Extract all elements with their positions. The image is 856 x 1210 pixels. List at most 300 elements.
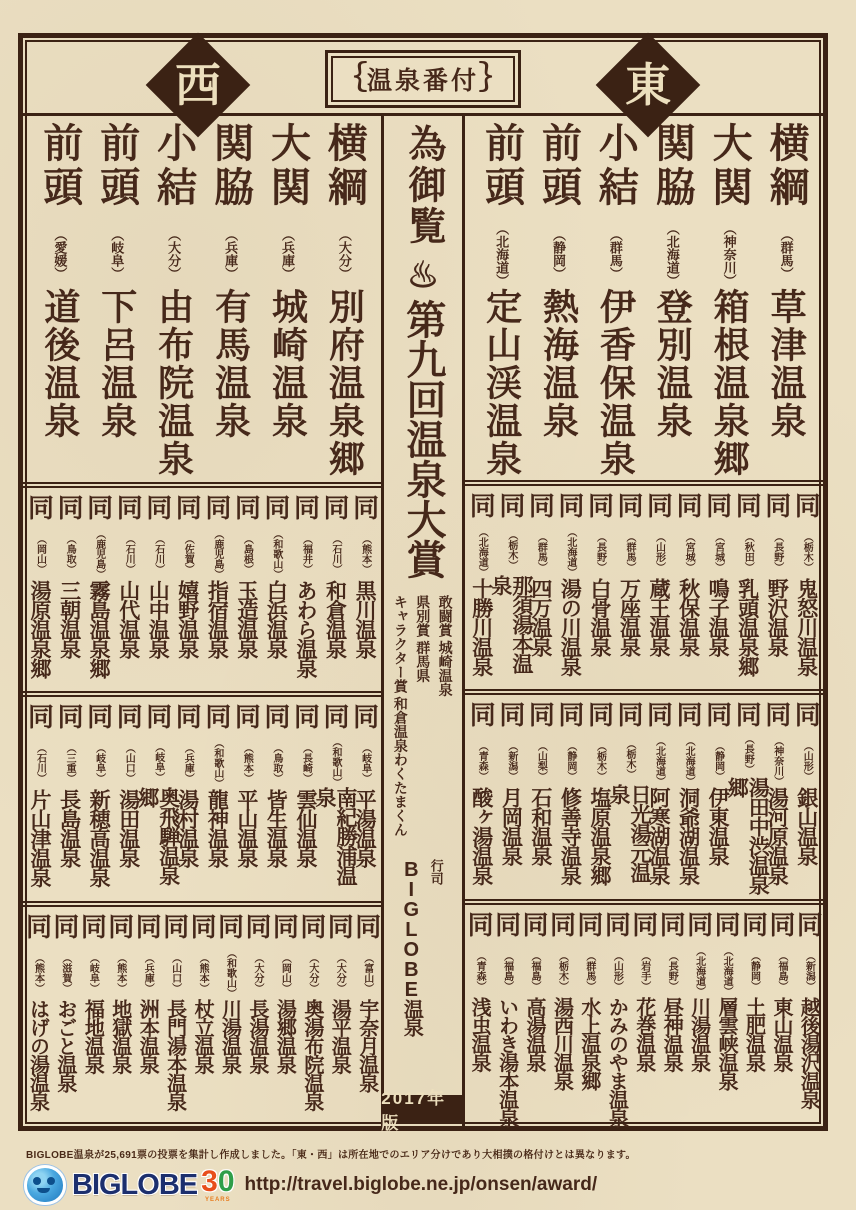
entry-prefecture: （新潟） xyxy=(803,950,815,991)
ranking-entry xyxy=(764,122,809,480)
entry-rank: 同 xyxy=(702,700,733,727)
hot-spring-icon: ♨ xyxy=(406,254,440,295)
ranking-entry xyxy=(495,700,526,899)
entry-rank: 同 xyxy=(614,700,644,727)
entry-onsen-name: 川湯温泉 xyxy=(218,999,241,1073)
entry-prefecture: （秋田） xyxy=(742,531,754,572)
badge-digit-3: 3 xyxy=(201,1165,218,1198)
west-row-2 xyxy=(23,488,381,697)
entry-prefecture: （宮城） xyxy=(712,531,724,572)
entry-onsen-name: 湯原温泉郷 xyxy=(28,580,52,678)
dedication-text: 為御覧 xyxy=(402,124,444,247)
entry-onsen-name: 有馬温泉 xyxy=(210,288,252,440)
ranking-entry xyxy=(791,700,822,899)
entry-rank: 同 xyxy=(132,913,163,939)
entry-onsen-name: 宇奈月温泉 xyxy=(355,999,378,1092)
entry-onsen-name: 奥湯布院温泉 xyxy=(300,999,323,1110)
entry-prefecture: （大分） xyxy=(336,228,352,280)
ranking-entry xyxy=(349,494,380,691)
entry-rank: 同 xyxy=(793,910,824,937)
ranking-entry xyxy=(22,913,53,1126)
entry-prefecture: （山梨） xyxy=(535,740,547,781)
entry-onsen-name: 長門湯本温泉 xyxy=(163,999,186,1110)
entry-onsen-name: 下呂温泉 xyxy=(96,288,138,440)
ranking-entry xyxy=(313,703,358,901)
ranking-entry xyxy=(573,910,604,1127)
east-row-1 xyxy=(465,116,823,486)
entry-prefecture: （群馬） xyxy=(778,228,794,280)
entry-prefecture: （栃木） xyxy=(505,529,517,570)
entry-rank: 同 xyxy=(791,700,822,727)
entry-onsen-name: 鬼怒川温泉 xyxy=(794,577,818,675)
entry-onsen-name: 修善寺温泉 xyxy=(558,786,582,884)
entry-onsen-name: 新穂高温泉 xyxy=(87,789,111,887)
entry-prefecture: （大分） xyxy=(251,953,263,993)
east-row-4 xyxy=(465,905,823,1127)
entry-rank: 同 xyxy=(761,491,792,518)
entry-rank: 同 xyxy=(54,494,85,520)
entry-rank: 同 xyxy=(241,913,272,939)
entry-prefecture: （大分） xyxy=(306,953,318,993)
entry-rank: 同 xyxy=(601,910,632,937)
entry-rank: 同 xyxy=(656,910,687,937)
entry-rank: 同 xyxy=(231,494,262,520)
ranking-entry xyxy=(324,913,355,1126)
entry-prefecture: （北海道） xyxy=(564,526,576,577)
ranking-entry xyxy=(732,491,763,689)
entry-rank: 同 xyxy=(466,700,497,727)
entry-prefecture: （熊本） xyxy=(241,743,253,783)
badge-digit-0-globe: 0 xyxy=(217,1165,235,1198)
special-awards xyxy=(389,595,456,851)
west-label: 西 xyxy=(175,59,221,111)
entry-rank: 大関 xyxy=(265,122,310,210)
ranking-entry xyxy=(201,494,232,691)
west-row-1 xyxy=(23,116,381,488)
ranking-entry xyxy=(554,491,585,689)
entry-rank: 同 xyxy=(732,700,763,727)
ranking-entry xyxy=(711,910,742,1127)
entry-prefecture: （富山） xyxy=(361,953,373,993)
entry-onsen-name: 定山渓温泉 xyxy=(481,288,523,478)
ranking-entry xyxy=(260,703,291,901)
entry-rank: 同 xyxy=(495,491,526,518)
entry-onsen-name: 浅虫温泉 xyxy=(468,996,491,1071)
entry-prefecture: （群馬） xyxy=(624,531,635,572)
entry-onsen-name: 洞爺湖温泉 xyxy=(676,786,700,884)
entry-rank: 同 xyxy=(187,913,218,939)
entry-onsen-name: 指宿温泉 xyxy=(205,580,229,658)
entry-prefecture: （北海道） xyxy=(693,945,705,996)
entry-rank: 同 xyxy=(643,700,674,727)
entry-rank: 小結 xyxy=(593,122,638,210)
entry-prefecture: （大分） xyxy=(166,228,182,280)
entry-onsen-name: 水上温泉郷 xyxy=(577,996,600,1089)
entry-prefecture: （鳥取） xyxy=(64,534,76,574)
ranking-entry xyxy=(536,122,581,480)
entry-rank: 同 xyxy=(142,703,173,729)
ranking-entry xyxy=(519,910,550,1127)
entry-prefecture: （長崎） xyxy=(300,743,312,783)
entry-prefecture: （長野） xyxy=(742,733,754,774)
entry-rank: 同 xyxy=(269,913,300,939)
entry-rank: 同 xyxy=(260,494,291,520)
entry-onsen-name: 東山温泉 xyxy=(769,996,792,1071)
edition-badge: 2017年版 xyxy=(381,1095,464,1123)
entry-onsen-name: 鳴子温泉 xyxy=(706,577,730,656)
west-row-4 xyxy=(23,907,381,1126)
entry-onsen-name: 白骨温泉 xyxy=(587,577,611,656)
biglobe-globe-icon xyxy=(24,1165,66,1205)
entry-prefecture: （兵庫） xyxy=(223,228,239,280)
entry-prefecture: （石川） xyxy=(123,534,135,574)
award-main-title: 第九回温泉大賞 xyxy=(401,299,445,579)
special-award-item: 県別賞 群馬県 xyxy=(415,595,432,683)
entry-prefecture: （石川） xyxy=(330,534,342,574)
entry-onsen-name: 湯河原温泉 xyxy=(765,786,789,884)
entry-rank: 同 xyxy=(22,913,53,939)
entry-prefecture: （愛媛） xyxy=(52,228,68,280)
entry-rank: 同 xyxy=(104,913,135,939)
entry-prefecture: （神奈川） xyxy=(771,735,783,786)
west-section xyxy=(23,116,381,1126)
entry-rank: 関脇 xyxy=(208,122,253,210)
biglobe-logo-text: BIGLOBE xyxy=(72,1168,198,1201)
entry-rank: 同 xyxy=(554,491,585,518)
ranking-entry xyxy=(172,494,203,691)
entry-rank: 同 xyxy=(24,494,55,520)
ranking-entry xyxy=(24,703,55,901)
entry-rank: 前頭 xyxy=(37,122,82,210)
entry-onsen-name: 地獄温泉 xyxy=(108,999,131,1073)
ranking-entry xyxy=(322,122,367,482)
entry-onsen-name: 乳頭温泉郷 xyxy=(735,577,759,675)
entry-onsen-name: 湯村温泉 xyxy=(175,789,199,867)
entry-onsen-name: 銀山温泉 xyxy=(794,786,818,865)
entry-onsen-name: 玉造温泉 xyxy=(234,580,258,658)
entry-prefecture: （山口） xyxy=(123,743,135,783)
ranking-entry xyxy=(265,122,310,482)
ranking-entry xyxy=(269,913,300,1126)
entry-rank: 同 xyxy=(113,494,144,520)
entry-rank: 同 xyxy=(260,703,291,729)
entry-onsen-name: 黒川温泉 xyxy=(353,580,377,658)
entry-onsen-name: 四万温泉 xyxy=(528,577,552,656)
referee-block xyxy=(398,859,447,1047)
entry-rank: 同 xyxy=(573,910,604,937)
entry-prefecture: （岩手） xyxy=(638,950,650,991)
ranking-entry xyxy=(260,494,291,691)
ranking-entry xyxy=(628,910,659,1127)
ranking-entry xyxy=(214,913,245,1126)
entry-rank: 同 xyxy=(320,494,351,520)
referee-label: 行司 xyxy=(428,859,444,885)
entry-onsen-name: 和倉温泉 xyxy=(323,580,347,658)
ranking-entry xyxy=(761,491,792,689)
entry-onsen-name: 箱根温泉郷 xyxy=(709,288,751,478)
ranking-entry xyxy=(673,491,704,689)
center-column xyxy=(381,116,464,1133)
entry-rank: 横綱 xyxy=(322,122,367,210)
entry-onsen-name: 洲本温泉 xyxy=(136,999,159,1073)
entry-rank: 同 xyxy=(554,700,585,727)
ranking-entry xyxy=(525,700,556,899)
entry-prefecture: （山形） xyxy=(801,740,813,781)
entry-prefecture: （鹿児島） xyxy=(93,529,105,579)
ranking-entry xyxy=(208,122,253,482)
entry-rank: 同 xyxy=(791,491,822,518)
entry-prefecture: （熊本） xyxy=(197,953,209,993)
entry-onsen-name: 湯田中渋温泉郷 xyxy=(725,777,770,895)
entry-onsen-name: 皆生温泉 xyxy=(264,789,288,867)
entry-prefecture: （宮城） xyxy=(683,531,695,572)
special-award-item: 敢闘賞 城崎温泉 xyxy=(437,595,454,697)
ranking-entry xyxy=(231,494,262,691)
entry-onsen-name: 熱海温泉 xyxy=(538,288,580,440)
entry-onsen-name: 長島温泉 xyxy=(57,789,81,867)
poster-title: 温泉番付 xyxy=(366,67,479,95)
entry-prefecture: （佐賀） xyxy=(182,534,194,574)
entry-onsen-name: 月岡温泉 xyxy=(499,786,523,865)
ranking-entry xyxy=(83,703,114,901)
entry-onsen-name: あわら温泉 xyxy=(293,580,317,678)
entry-rank: 同 xyxy=(643,491,674,518)
entry-onsen-name: 平山温泉 xyxy=(234,789,258,867)
entry-onsen-name: 杖立温泉 xyxy=(191,999,214,1073)
entry-prefecture: （鹿児島） xyxy=(211,529,223,579)
entry-onsen-name: 嬉野温泉 xyxy=(175,580,199,658)
entry-rank: 大関 xyxy=(707,122,752,210)
ranking-entry xyxy=(683,910,714,1127)
entry-onsen-name: 片山津温泉 xyxy=(28,789,52,887)
entry-prefecture: （滋賀） xyxy=(59,953,71,993)
entry-prefecture: （岐阜） xyxy=(152,741,164,782)
entry-prefecture: （三重） xyxy=(64,743,76,783)
entry-onsen-name: 長湯温泉 xyxy=(245,999,268,1073)
entry-rank: 同 xyxy=(201,494,232,520)
entry-onsen-name: 福地温泉 xyxy=(81,999,104,1073)
entry-prefecture: （長野） xyxy=(594,531,606,572)
ranking-entry xyxy=(761,700,792,899)
entry-rank: 小結 xyxy=(151,122,196,210)
entry-rank: 同 xyxy=(738,910,769,937)
ranking-entry xyxy=(479,122,524,480)
ranking-entry xyxy=(349,703,380,901)
entry-prefecture: （新潟） xyxy=(505,740,517,781)
ranking-entry xyxy=(554,700,585,899)
award-site-url[interactable]: http://travel.biglobe.ne.jp/onsen/award/ xyxy=(244,1174,598,1195)
entry-rank: 前頭 xyxy=(536,122,581,210)
entry-rank: 同 xyxy=(466,491,497,518)
ranking-entry xyxy=(135,703,180,901)
entry-prefecture: （福井） xyxy=(300,534,312,574)
ranking-entry xyxy=(707,122,752,480)
entry-rank: 同 xyxy=(628,910,659,937)
ranking-entry xyxy=(525,491,556,689)
title-plaque xyxy=(325,50,521,108)
entry-prefecture: （福島） xyxy=(501,950,513,991)
entry-onsen-name: 湯郷温泉 xyxy=(273,999,296,1073)
ranking-entry xyxy=(725,700,770,899)
entry-prefecture: （和歌山） xyxy=(224,948,236,998)
ranking-entry xyxy=(132,913,163,1126)
entry-prefecture: （島根） xyxy=(241,534,253,574)
entry-rank: 同 xyxy=(495,700,526,727)
entry-rank: 同 xyxy=(24,703,55,729)
entry-onsen-name: 昼神温泉 xyxy=(660,996,683,1071)
entry-rank: 同 xyxy=(525,700,556,727)
east-section xyxy=(465,116,823,1126)
referee-name: BIGLOBE温泉 xyxy=(400,859,423,1035)
entry-onsen-name: 城崎温泉 xyxy=(267,288,309,440)
ranking-entry xyxy=(290,494,321,691)
entry-onsen-name: 花巻温泉 xyxy=(632,996,655,1071)
ranking-entry xyxy=(351,913,382,1126)
entry-onsen-name: 石和温泉 xyxy=(528,786,552,865)
entry-rank: 前頭 xyxy=(94,122,139,210)
entry-prefecture: （岐阜） xyxy=(359,743,371,783)
entry-prefecture: （北海道） xyxy=(683,735,695,786)
ranking-entry xyxy=(546,910,577,1127)
entry-onsen-name: 三朝温泉 xyxy=(57,580,81,658)
west-row-3 xyxy=(23,697,381,907)
entry-onsen-name: 那須湯本温泉 xyxy=(488,574,533,673)
entry-prefecture: （北海道） xyxy=(653,735,665,786)
entry-prefecture: （山形） xyxy=(611,950,623,991)
entry-rank: 同 xyxy=(54,703,85,729)
entry-prefecture: （和歌山） xyxy=(270,529,282,579)
entry-onsen-name: かみのやま温泉 xyxy=(605,996,628,1126)
entry-prefecture: （青森） xyxy=(474,950,486,991)
ranking-entry xyxy=(738,910,769,1127)
ranking-entry xyxy=(37,122,82,482)
east-label: 東 xyxy=(625,59,671,111)
entry-rank: 同 xyxy=(683,910,714,937)
entry-rank: 横綱 xyxy=(764,122,809,210)
ranking-entry xyxy=(104,913,135,1126)
ranking-entry xyxy=(643,491,674,689)
entry-onsen-name: 山中温泉 xyxy=(146,580,170,658)
ranking-entry xyxy=(616,492,642,689)
entry-rank: 同 xyxy=(290,703,321,729)
entry-rank: 同 xyxy=(519,910,550,937)
entry-prefecture: （岐阜） xyxy=(93,743,105,783)
entry-prefecture: （群馬） xyxy=(535,531,547,572)
footer-disclaimer: BIGLOBE温泉が25,691票の投票を集計し作成しました。「東・西」は所在地でのエリア分けであり大相撲の格付けとは異なります。 xyxy=(26,1150,636,1161)
entry-prefecture: （栃木） xyxy=(801,531,813,572)
entry-prefecture: （長野） xyxy=(666,950,678,991)
entry-rank: 同 xyxy=(172,703,203,729)
ranking-entry xyxy=(466,700,497,899)
entry-onsen-name: 野沢温泉 xyxy=(765,577,789,656)
ranking-entry xyxy=(113,494,144,691)
entry-rank: 同 xyxy=(765,910,796,937)
entry-prefecture: （熊本） xyxy=(359,534,371,574)
entry-onsen-name: 高湯温泉 xyxy=(523,996,546,1071)
ranking-entry xyxy=(54,494,85,691)
entry-rank: 同 xyxy=(349,703,380,729)
ranking-entry xyxy=(142,494,173,691)
entry-onsen-name: 龍神温泉 xyxy=(205,789,229,867)
ranking-entry xyxy=(24,494,55,691)
ranking-grid xyxy=(22,116,824,1133)
entry-onsen-name: 秋保温泉 xyxy=(676,577,700,656)
ranking-entry xyxy=(77,913,108,1126)
entry-prefecture: （山形） xyxy=(653,531,665,572)
entry-prefecture: （栃木） xyxy=(556,950,568,991)
entry-prefecture: （熊本） xyxy=(32,953,44,993)
ranking-entry xyxy=(54,703,85,901)
entry-onsen-name: 湯の川温泉 xyxy=(558,577,582,675)
entry-prefecture: （静岡） xyxy=(564,740,576,781)
ranking-entry xyxy=(201,703,232,901)
entry-rank: 同 xyxy=(491,910,522,937)
entry-prefecture: （福島） xyxy=(529,950,541,991)
ranking-entry xyxy=(791,491,822,689)
entry-onsen-name: 平湯温泉 xyxy=(353,789,377,867)
entry-onsen-name: いわき湯本温泉 xyxy=(495,996,518,1126)
entry-prefecture: （石川） xyxy=(152,534,164,574)
ranking-entry xyxy=(584,491,615,689)
entry-rank: 同 xyxy=(320,703,351,729)
entry-prefecture: （群馬） xyxy=(583,950,595,991)
ranking-entry xyxy=(488,491,533,689)
entry-prefecture: （静岡） xyxy=(551,228,566,280)
entry-onsen-name: 登別温泉 xyxy=(652,288,694,440)
entry-onsen-name: 塩原温泉郷 xyxy=(587,786,611,884)
entry-prefecture: （兵庫） xyxy=(182,743,194,783)
entry-rank: 同 xyxy=(584,700,615,727)
entry-rank: 同 xyxy=(231,703,262,729)
entry-prefecture: （群馬） xyxy=(607,228,623,280)
entry-onsen-name: 川湯温泉 xyxy=(687,996,710,1071)
entry-onsen-name: 土肥温泉 xyxy=(742,996,765,1071)
entry-prefecture: （福島） xyxy=(775,950,787,991)
entry-prefecture: （兵庫） xyxy=(142,953,154,993)
ranking-entry xyxy=(172,703,203,901)
entry-rank: 同 xyxy=(113,703,144,729)
entry-prefecture: （和歌山） xyxy=(211,738,223,788)
entry-rank: 同 xyxy=(464,910,495,937)
entry-onsen-name: 道後温泉 xyxy=(39,288,81,440)
entry-prefecture: （北海道） xyxy=(494,221,510,287)
ranking-entry xyxy=(49,913,80,1126)
entry-rank: 同 xyxy=(673,491,704,518)
entry-rank: 同 xyxy=(290,494,321,520)
ranking-entry xyxy=(491,910,522,1127)
entry-prefecture: （北海道） xyxy=(664,221,680,287)
ranking-entry xyxy=(231,703,262,901)
entry-prefecture: （岐阜） xyxy=(87,953,99,993)
entry-onsen-name: 層雲峡温泉 xyxy=(715,996,738,1089)
entry-prefecture: （北海道） xyxy=(721,945,733,996)
entry-onsen-name: 十勝川温泉 xyxy=(469,577,493,675)
footer-logo-row xyxy=(24,1162,597,1208)
entry-prefecture: （兵庫） xyxy=(279,228,295,280)
ranking-entry xyxy=(607,700,651,899)
entry-onsen-name: 奥飛騨温泉郷 xyxy=(135,786,180,885)
entry-rank: 同 xyxy=(546,910,577,937)
ranking-entry xyxy=(83,494,114,691)
ranking-entry xyxy=(94,122,139,482)
entry-prefecture: （和歌山） xyxy=(330,736,342,787)
entry-prefecture: （石川） xyxy=(34,743,46,783)
entry-onsen-name: 蔵王温泉 xyxy=(647,577,671,656)
ranking-entry xyxy=(643,700,674,899)
entry-rank: 同 xyxy=(83,703,114,729)
entry-rank: 同 xyxy=(732,491,763,518)
entry-prefecture: （青森） xyxy=(476,740,488,781)
